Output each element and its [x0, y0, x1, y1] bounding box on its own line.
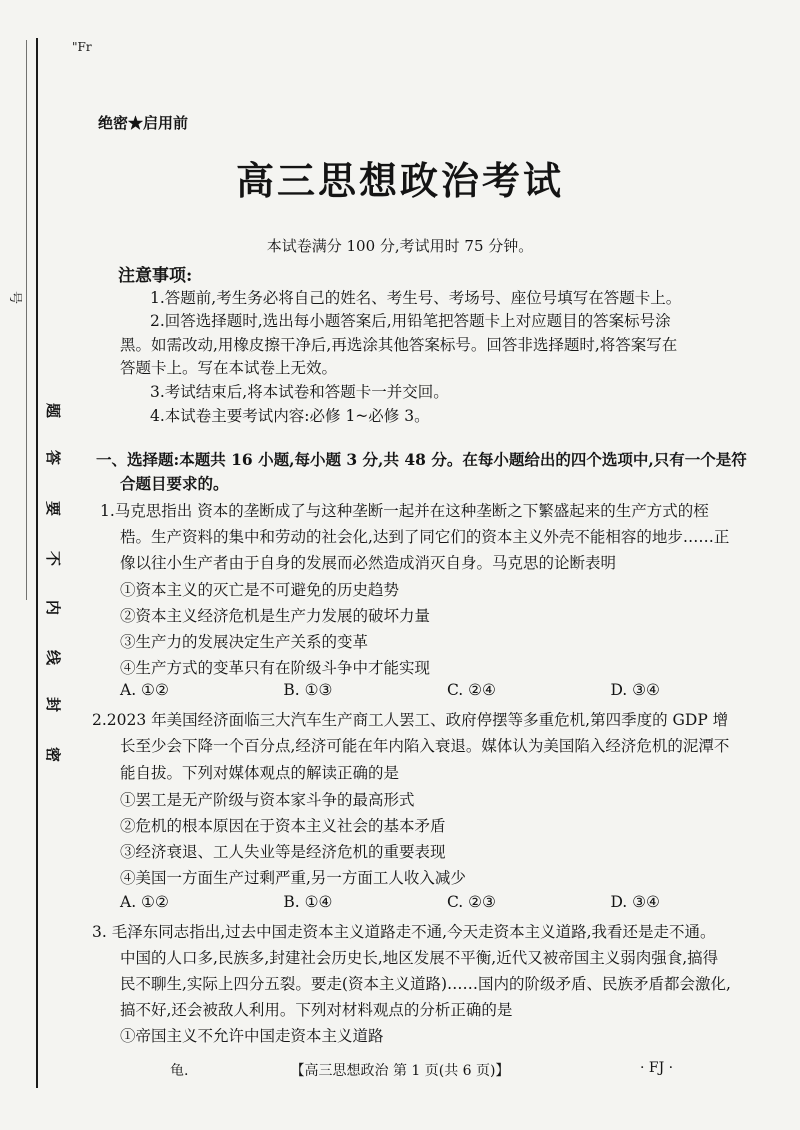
footer-region-code: · FJ · — [640, 1060, 674, 1076]
question-3-stem: 搞不好,还会被敌人利用。下列对材料观点的分析正确的是 — [120, 1001, 513, 1019]
option-c: C. ②④ — [446, 681, 496, 699]
question-3-item: ①帝国主义不允许中国走资本主义道路 — [120, 1027, 384, 1045]
question-1-options — [120, 681, 660, 699]
question-2-item: ④美国一方面生产过剩严重,另一方面工人收入减少 — [120, 869, 466, 887]
question-1-stem: 1.马克思指出 资本的垄断成了与这种垄断一起并在这种垄断之下繁盛起来的生产方式的桎 — [100, 502, 709, 520]
question-2-options — [120, 893, 660, 911]
binding-char: 内 — [44, 599, 63, 616]
option-c: C. ②③ — [446, 893, 496, 911]
question-1-item: ③生产力的发展决定生产关系的变革 — [120, 633, 369, 651]
binding-char: 封 — [44, 696, 63, 713]
question-3-stem: 3. 毛泽东同志指出,过去中国走资本主义道路走不通,今天走资本主义道路,我看还是走不通。 — [92, 923, 716, 941]
question-2-stem: 2.2023 年美国经济面临三大汽车生产商工人罢工、政府停摆等多重危机,第四季度的 GDP 增 — [92, 711, 729, 729]
question-1-item: ②资本主义经济危机是生产力发展的破坏力量 — [120, 607, 431, 625]
option-d: D. ③④ — [610, 893, 660, 911]
page-title: 高三思想政治考试 — [235, 159, 564, 203]
notice-title: 注意事项: — [118, 266, 193, 286]
binding-char: 线 — [44, 649, 63, 666]
question-2-item: ①罢工是无产阶级与资本家斗争的最高形式 — [120, 791, 415, 809]
option-b: B. ①③ — [283, 681, 333, 699]
question-2-stem: 能自拔。下列对媒体观点的解读正确的是 — [120, 764, 400, 782]
question-2-item: ②危机的根本原因在于资本主义社会的基本矛盾 — [120, 817, 446, 835]
question-3-stem: 民不聊生,实际上四分五裂。要走(资本主义道路)……国内的阶级矛盾、民族矛盾都会激化, — [120, 975, 731, 993]
notice-line: 4.本试卷主要考试内容:必修 1~必修 3。 — [150, 407, 430, 425]
footer-left-mark: 龟. — [170, 1063, 189, 1079]
option-b: B. ①④ — [283, 893, 333, 911]
question-2-stem: 长至少会下降一个百分点,经济可能在年内陷入衰退。媒体认为美国陷入经济危机的泥潭不 — [120, 737, 730, 755]
section-heading: 一、选择题:本题共 16 小题,每小题 3 分,共 48 分。在每小题给出的四个选项中,只有一个是符 — [96, 450, 747, 469]
binding-char: 要 — [44, 500, 63, 517]
binding-label-mark: 号 — [7, 290, 23, 305]
question-1-stem: 梏。生产资料的集中和劳动的社会化,达到了同它们的资本主义外壳不能相容的地步……正 — [120, 528, 730, 546]
question-1-item: ④生产方式的变革只有在阶级斗争中才能实现 — [120, 659, 431, 677]
binding-top-mark: "Fr — [72, 40, 92, 54]
secret-label: 绝密★启用前 — [98, 114, 189, 132]
binding-char: 答 — [44, 449, 63, 466]
notice-line: 2.回答选择题时,选出每小题答案后,用铅笔把答题卡上对应题目的答案标号涂 — [150, 312, 671, 330]
binding-char: 题 — [44, 402, 63, 419]
option-a: A. ①② — [120, 681, 169, 699]
binding-line-top — [26, 40, 27, 600]
section-heading-cont: 合题目要求的。 — [120, 474, 229, 493]
notice-line: 1.答题前,考生务必将自己的姓名、考生号、考场号、座位号填写在答题卡上。 — [150, 289, 682, 307]
binding-char: 密 — [44, 746, 63, 763]
question-3-stem: 中国的人口多,民族多,封建社会历史长,地区发展不平衡,近代又被帝国主义弱肉强食,搞得 — [120, 949, 719, 967]
option-d: D. ③④ — [610, 681, 660, 699]
question-1-stem: 像以往小生产者由于自身的发展而必然造成消灭自身。马克思的论断表明 — [120, 554, 617, 572]
notice-line: 黑。如需改动,用橡皮擦干净后,再选涂其他答案标号。回答非选择题时,将答案写在 — [120, 336, 678, 354]
score-info: 本试卷满分 100 分,考试用时 75 分钟。 — [266, 237, 534, 255]
binding-char: 不 — [44, 550, 63, 567]
footer-page-info: 【高三思想政治 第 1 页(共 6 页)】 — [290, 1063, 510, 1079]
notice-line: 3.考试结束后,将本试卷和答题卡一并交回。 — [150, 383, 449, 401]
question-1-item: ①资本主义的灭亡是不可避免的历史趋势 — [120, 581, 400, 599]
notice-line: 答题卡上。写在本试卷上无效。 — [120, 359, 338, 377]
question-2-item: ③经济衰退、工人失业等是经济危机的重要表现 — [120, 843, 446, 861]
option-a: A. ①② — [120, 893, 169, 911]
